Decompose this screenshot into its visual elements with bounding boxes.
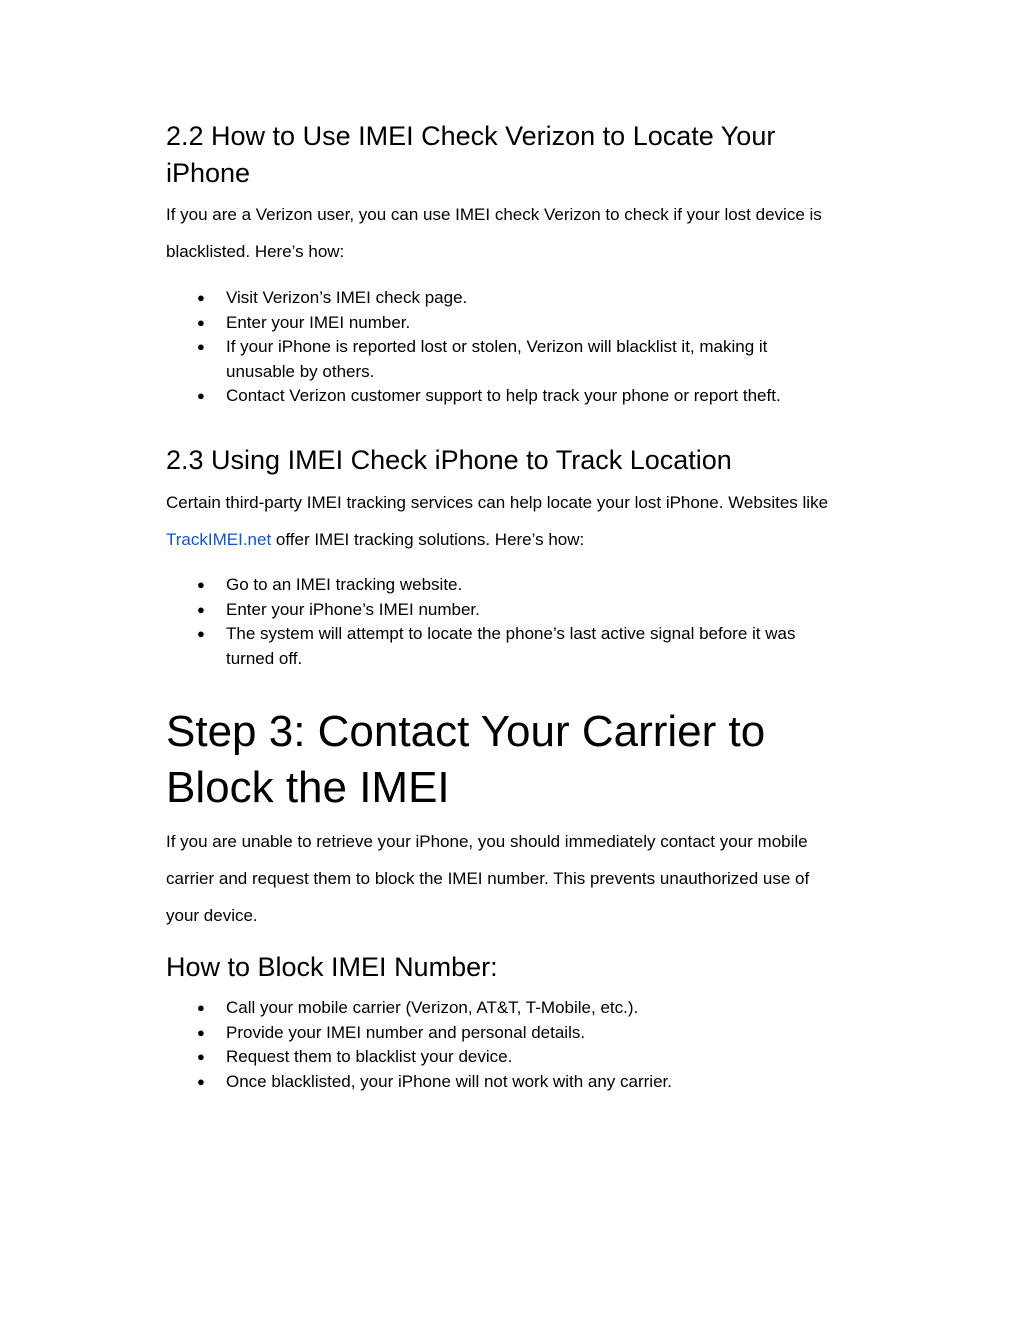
list-item-text: Visit Verizon’s IMEI check page. [226,288,468,307]
list-item [166,573,866,598]
list-item [166,311,866,336]
list-item [166,335,866,384]
list-item [166,622,866,671]
bullet-icon: ● [197,577,205,592]
step-3-heading: Step 3: Contact Your Carrier to Block the IMEI [166,707,766,812]
list-item [166,1070,866,1095]
list-item-text: Go to an IMEI tracking website. [226,575,463,594]
list-item [166,996,866,1021]
bullet-icon: ● [197,314,205,330]
section-2-3-intro-text-end: offer IMEI tracking solutions. Here’s how: [271,530,585,549]
bullet-icon: ● [197,1049,205,1064]
section-2-2-intro: If you are a Verizon user, you can use IMEI check Verizon to check if your lost device is blacklisted. Here’s how: [166,205,822,261]
how-to-block-steps [166,996,866,1094]
bullet-icon: ● [197,1000,205,1015]
list-item-text: Call your mobile carrier (Verizon, AT&T, T-Mobile, etc.). [226,998,639,1017]
list-item-text: Once blacklisted, your iPhone will not work with any carrier. [226,1071,672,1091]
bullet-icon: ● [197,1073,205,1089]
section-2-2-heading: 2.2 How to Use IMEI Check Verizon to Locate Your iPhone [166,121,776,188]
list-item [166,384,866,409]
list-item [166,286,866,311]
section-2-3-steps [166,573,866,671]
section-2-3-intro [166,484,866,558]
list-item-text: Enter your IMEI number. [226,312,411,332]
list-item-text: The system will attempt to locate the phone’s last active signal before it was turned off. [226,624,796,668]
how-to-block-heading: How to Block IMEI Number: [166,952,498,982]
bullet-icon: ● [197,290,205,305]
bullet-icon: ● [197,1024,205,1040]
list-item-text: Request them to blacklist your device. [226,1047,513,1066]
bullet-icon: ● [197,601,205,617]
section-2-3-intro-text: Certain third-party IMEI tracking services can help locate your lost iPhone. Websites like [166,493,829,512]
bullet-icon: ● [197,339,205,354]
list-item-text: If your iPhone is reported lost or stolen, Verizon will blacklist it, making it unusable by others. [226,337,768,381]
list-item [166,1021,866,1046]
list-item-text: Enter your iPhone’s IMEI number. [226,599,480,619]
bullet-icon: ● [197,388,205,403]
list-item [166,598,866,623]
list-item-text: Provide your IMEI number and personal details. [226,1022,586,1042]
list-item [166,1045,866,1070]
section-2-3-heading: 2.3 Using IMEI Check iPhone to Track Location [166,445,732,475]
section-2-2-steps [166,286,866,409]
trackimei-link[interactable]: TrackIMEI.net [166,530,272,549]
list-item-text: Contact Verizon customer support to help track your phone or report theft. [226,386,781,405]
bullet-icon: ● [197,626,205,641]
step-3-intro: If you are unable to retrieve your iPhone, you should immediately contact your mobile carrier and request them to block the IMEI number. This prevents unauthorized use of your device. [166,832,810,925]
